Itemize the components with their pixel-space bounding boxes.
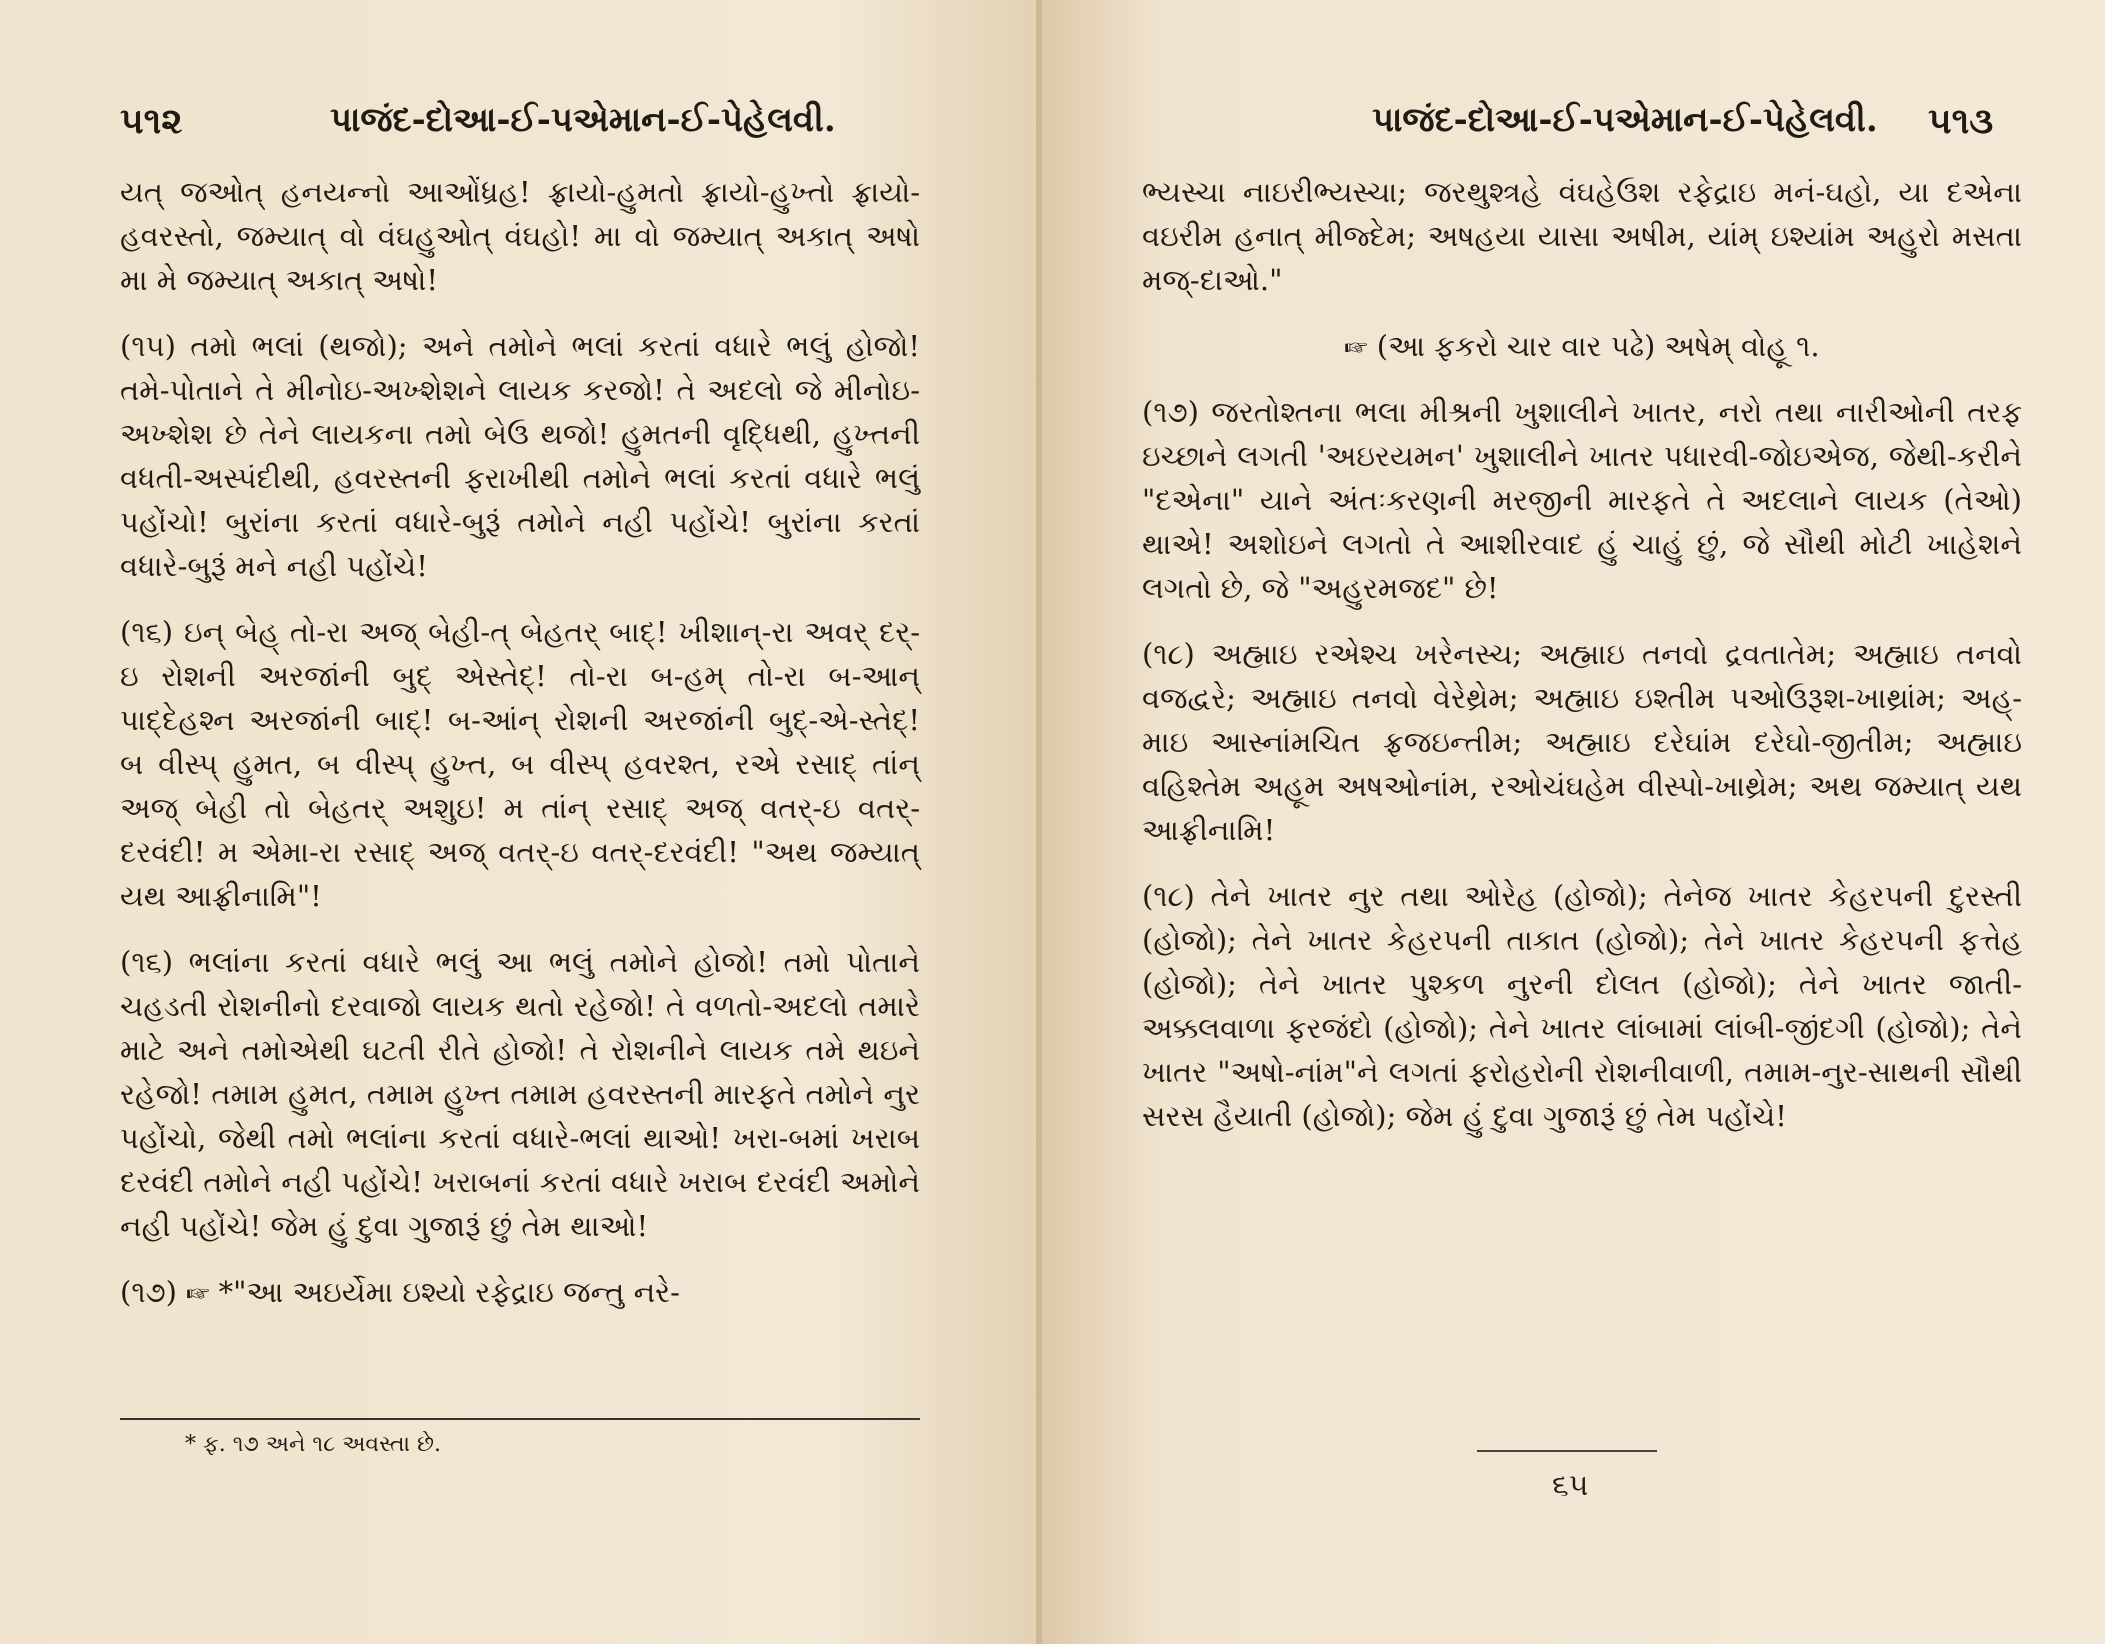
paragraph: (૧૭) જરતોશ્તના ભલા મીશ્રની ખુશાલીને ખાતર, નરો તથા નારીઓની તરફ ઇચ્છાને લગતી 'અઇરયમન' ખુશાલીને ખાતર પધારવી-જોઇએજ, જેથી-કરીને "દએના" યાને અંતઃકરણની મરજીની મારફતે તે અદલાને લાયક (તેઓ) થાએ! અશોઇને લગતો તે આશીરવાદ હું ચાહું છું, જે સૌથી મોટી ખાહેશને લગતો છે, જે "અહુરમજદ" છે! (1142, 395, 2022, 605)
body-text-left (120, 170, 920, 1336)
section-instruction: ☞ (આ ફકરો ચાર વાર પઢે) અષેમ્ વોહૂ ૧. (1344, 329, 1820, 363)
page-number-right: ૫૧૩ (1928, 100, 1994, 142)
body-text-right (1142, 170, 2022, 1160)
running-head-left: પાજંદ-દોઆ-ઈ-પએમાન-ઈ-પેહેલવી. (330, 100, 836, 140)
end-rule (1477, 1450, 1657, 1452)
bottom-page-marker: ૬૫ (1552, 1468, 1589, 1503)
running-head-right: પાજંદ-દોઆ-ઈ-પએમાન-ઈ-પેહેલવી. (1372, 100, 1878, 140)
footnote: * ફ. ૧૭ અને ૧૮ અવસ્તા છે. (185, 1432, 441, 1457)
paragraph: (૧૮) અહ્માઇ રએશ્ચ ખરેનસ્ચ; અહ્માઇ તનવો દ્રવતાતેમ; અહ્માઇ તનવો વજદ્વરે; અહ્માઇ તનવો વેરેથ્રેમ; અહ્માઇ ઇશ્તીમ પઓઉરૂશ-ખાથ્રાંમ; અહ્-માઇ આસ્નાંમચિત ફ્રજઇન્તીમ; અહ્માઇ દરેઘાંમ દરેઘો-જીતીમ; અહ્માઇ વહિશ્તેમ અહૂમ અષઓનાંમ, રઓચંઘહેમ વીસ્પો-ખાથ્રેમ; અથ જમ્યાત્ યથ આફ્રીનામિ! (1142, 637, 2022, 847)
paragraph: યત્ જઓત્ હનયન્નો આઓંધ્રહ! ફ્રાયો-હુમતો ફ્રાયો-હુખ્તો ફ્રાયો-હવરસ્તો, જમ્યાત્ વો વંઘહુઓત્ વંઘહો! મા વો જમ્યાત્ અકાત્ અષો મા મે જમ્યાત્ અકાત્ અષો! (120, 175, 920, 297)
paragraph: (૧૭) ☞ *"આ અઇર્યેમા ઇશ્યો રફેદ્રાઇ જન્તુ નરે- (120, 1275, 680, 1309)
paragraph: (૧૬) ઇન્ બેહ્ તો-રા અજ્ બેહી-ત્ બેહતર્ બાદ્! ખીશાન્-રા અવર્ દર્-ઇ રોશની અરજાંની બુદ્ એસ્તેદ્! તો-રા બ-હમ્ તો-રા બ-આન્ પાદ્દેહશ્ન અરજાંની બાદ્! બ-આંન્ રોશની અરજાંની બુદ્-એ-સ્તેદ્! બ વીસ્પ્ હુમત, બ વીસ્પ્ હુખ્ત, બ વીસ્પ્ હવરશ્ત, રએ રસાદ્ તાંન્ અજ્ બેહી તો બેહતર્ અશુઇ! મ તાંન્ રસાદ્ અજ્ વતર્-ઇ વતર્-દરવંદી! મ એમા-રા રસાદ્ અજ્ વતર્-ઇ વતર્-દરવંદી! "અથ જમ્યાત્ યથ આફ્રીનામિ"! (120, 615, 920, 913)
right-page (1042, 0, 2105, 1644)
paragraph: ભ્યસ્ચા નાઇરીભ્યસ્ચા; જરથુશ્ત્રહે વંઘહેઉશ રફેદ્રાઇ મનં-ઘહો, યા દએના વઇરીમ હનાત્ મીજ્દેમ; અષહયા યાસા અષીમ, યાંમ્ ઇશ્યાંમ અહુરો મસતા મજ્-દાઓ." (1142, 175, 2022, 297)
left-page (0, 0, 1042, 1644)
footnote-rule (120, 1418, 920, 1420)
page-number-left: ૫૧૨ (120, 100, 183, 142)
paragraph: (૧૬) ભલાંના કરતાં વધારે ભલું આ ભલું તમોને હોજો! તમો પોતાને ચહડતી રોશનીનો દરવાજો લાયક થતો રહેજો! તે વળતો-અદલો તમારે માટે અને તમોએથી ઘટતી રીતે હોજો! તે રોશનીને લાયક તમે થઇને રહેજો! તમામ હુમત, તમામ હુખ્ત તમામ હવરસ્તની મારફતે તમોને નુર પહોંચો, જેથી તમો ભલાંના કરતાં વધારે-ભલાં થાઓ! ખરા-બમાં ખરાબ દરવંદી તમોને નહી પહોંચે! ખરાબનાં કરતાં વધારે ખરાબ દરવંદી અમોને નહી પહોંચે! જેમ હું દુવા ગુજારૂં છું તેમ થાઓ! (120, 945, 920, 1243)
paragraph: (૧૫) તમો ભલાં (થજો); અને તમોને ભલાં કરતાં વધારે ભલું હોજો! તમે-પોતાને તે મીનોઇ-અખ્શેશને લાયક કરજો! તે અદલો જે મીનોઇ-અખ્શેશ છે તેને લાયકના તમો બેઉ થજો! હુમતની વૃદ્ધિથી, હુખ્તની વધતી-અસ્પંદીથી, હવરસ્તની ફરાખીથી તમોને ભલાં કરતાં વધારે ભલું પહોંચો! બુરાંના કરતાં વધારે-બુરૂં તમોને નહી પહોંચે! બુરાંના કરતાં વધારે-બુરૂં મને નહી પહોંચે! (120, 329, 920, 583)
paragraph: (૧૮) તેને ખાતર નુર તથા ઓરેહ (હોજો); તેનેજ ખાતર કેહરપની દુરસ્તી (હોજો); તેને ખાતર કેહરપની તાકાત (હોજો); તેને ખાતર કેહરપની ફત્તેહ (હોજો); તેને ખાતર પુશ્કળ નુરની દોલત (હોજો); તેને ખાતર જાતી-અક્કલવાળા ફરજંદો (હોજો); તેને ખાતર લાંબામાં લાંબી-જીંદગી (હોજો); તેને ખાતર "અષો-નાંમ"ને લગતાં ફરોહરોની રોશનીવાળી, તમામ-નુર-સાથની સૌથી સરસ હૈયાતી (હોજો); જેમ હું દુવા ગુજારૂં છું તેમ પહોંચે! (1142, 879, 2022, 1133)
